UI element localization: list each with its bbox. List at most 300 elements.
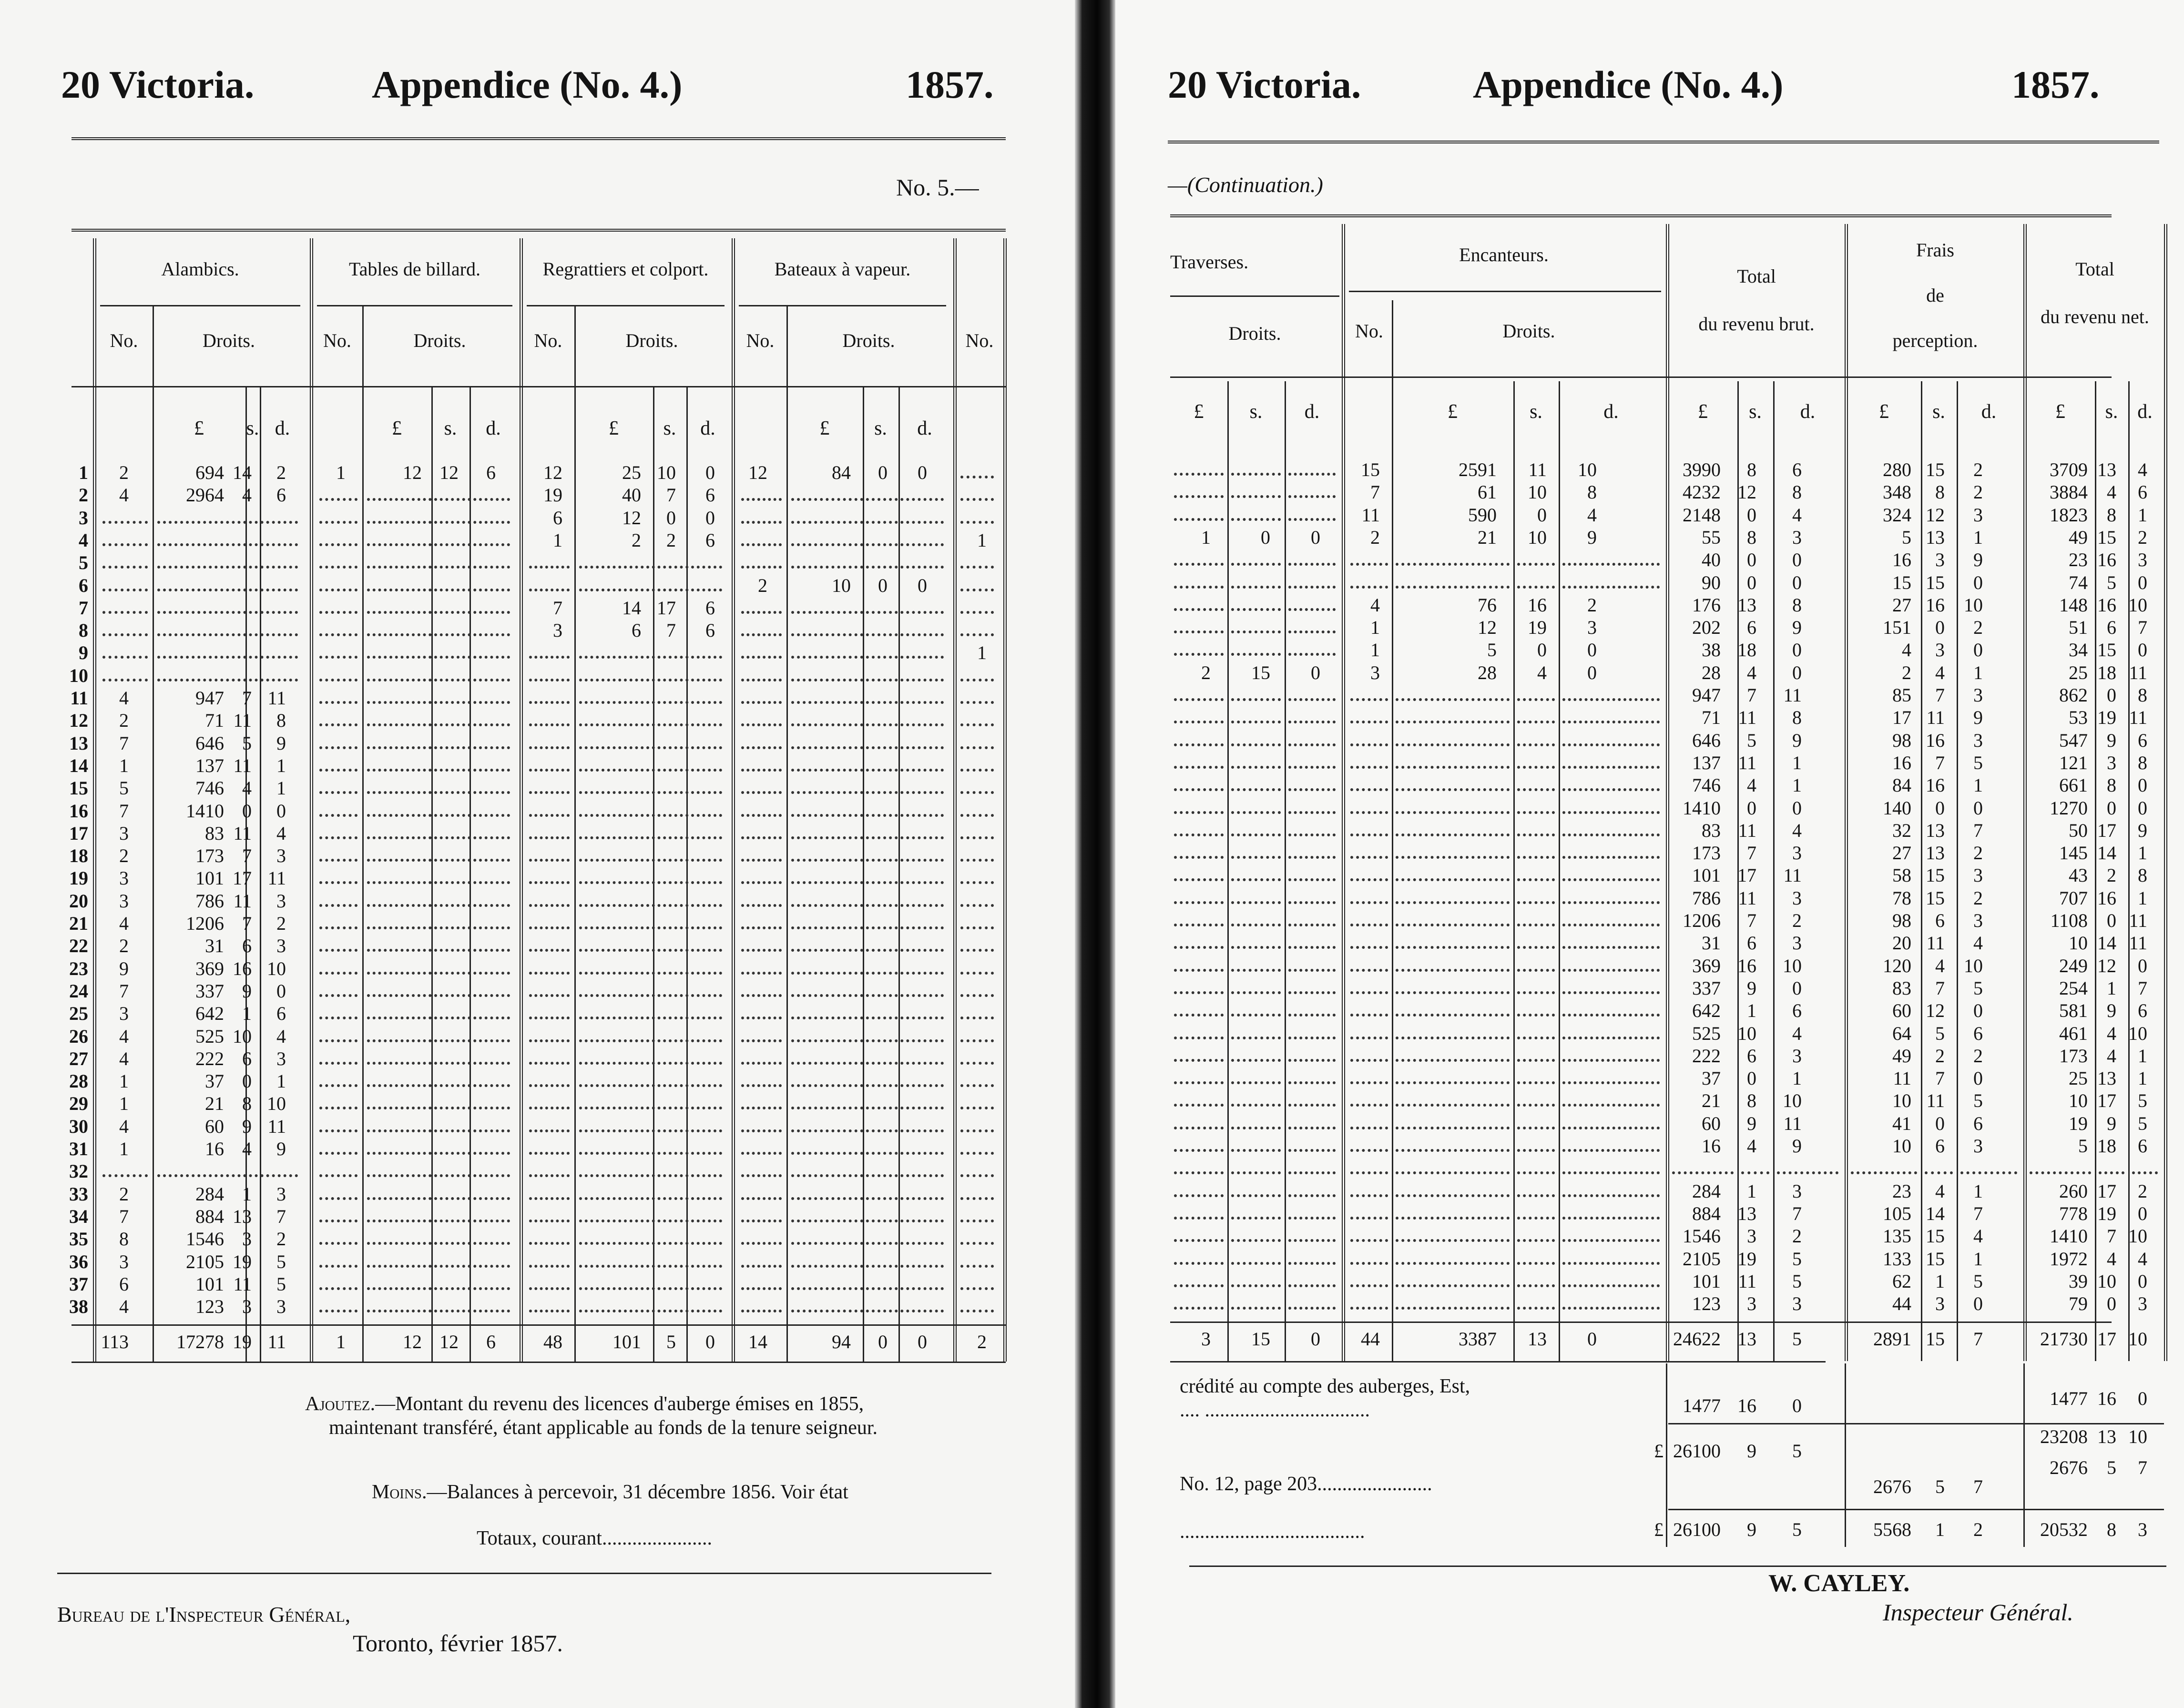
table-cell: 121 [2059, 752, 2088, 773]
dot-leader [157, 566, 298, 571]
dot-leader [1231, 969, 1281, 975]
table-cell: 6 [1935, 1135, 1945, 1157]
table-cell: 1 [119, 1070, 129, 1092]
dot-leader [319, 814, 357, 820]
dot-leader [367, 1039, 510, 1045]
dot-leader [1288, 721, 1336, 726]
dot-leader [1231, 563, 1281, 569]
table-cell: 4 [2138, 1248, 2147, 1270]
table-cell: 1 [2138, 1068, 2147, 1089]
total-cell: 0 [1311, 1328, 1320, 1350]
dot-leader [367, 791, 510, 797]
dot-leader [367, 994, 510, 1000]
dot-leader [791, 679, 944, 684]
table-cell: 85 [1892, 684, 1911, 706]
table-cell: 123 [195, 1296, 224, 1318]
dot-leader [579, 679, 722, 684]
table-cell: 0 [1587, 661, 1597, 683]
table-cell: 6 [276, 484, 286, 506]
table-cell: 0 [1537, 639, 1547, 661]
table-cell: 10 [1528, 526, 1547, 548]
table-cell: 9 [1747, 977, 1756, 999]
dot-leader [1562, 834, 1660, 839]
table-cell: 4 [2107, 1248, 2116, 1270]
table-cell: 16 [1702, 1135, 1721, 1157]
dot-leader [319, 994, 357, 1000]
row-number: 31 [69, 1138, 88, 1159]
dot-leader [1517, 1171, 1555, 1177]
dot-leader [960, 814, 994, 820]
dot-leader [102, 521, 148, 527]
table-cell: 9 [2138, 819, 2147, 841]
row-number: 25 [69, 1003, 88, 1025]
table-cell: 0 [276, 800, 286, 822]
table-cell: 1 [1973, 1180, 1983, 1202]
dot-leader [960, 972, 994, 977]
table-cell: 9 [1747, 1112, 1756, 1134]
dot-leader [791, 791, 944, 797]
dot-leader [960, 679, 994, 684]
dot-leader [1350, 1284, 1388, 1290]
dot-leader [1174, 1149, 1224, 1155]
table-cell: 5 [1973, 752, 1983, 773]
dot-leader [319, 1107, 357, 1112]
table-cell: 9 [242, 1115, 252, 1137]
dot-leader [319, 1174, 357, 1180]
dot-leader [367, 1017, 510, 1022]
table-cell: 0 [705, 462, 715, 483]
dot-leader [791, 769, 944, 774]
dot-leader [791, 746, 944, 752]
dot-leader [1288, 743, 1336, 749]
dot-leader [319, 589, 357, 594]
total-cell: 12 [439, 1331, 459, 1353]
dot-leader [1231, 834, 1281, 839]
dot-leader [529, 746, 570, 752]
frais-header-2: de [1926, 285, 1944, 306]
table-cell: 13 [2097, 1068, 2116, 1089]
table-cell: 661 [2059, 774, 2088, 796]
dot-leader [1231, 721, 1281, 726]
table-cell: 0 [1261, 526, 1270, 548]
table-cell: 0 [2138, 639, 2147, 661]
row-number: 15 [69, 777, 88, 799]
table-cell: 1823 [2050, 504, 2088, 526]
dot-leader [1396, 788, 1510, 794]
table-cell: 17 [1892, 707, 1911, 729]
total-cell: 11 [267, 1331, 286, 1353]
table-cell: 8 [1747, 1090, 1756, 1112]
dot-leader [367, 769, 510, 774]
final-frais-cell: 1 [1935, 1519, 1945, 1541]
table-cell: 21 [205, 1093, 224, 1115]
dot-leader [741, 904, 782, 910]
dot-leader [367, 949, 510, 955]
row-number: 37 [69, 1273, 88, 1295]
table-cell: 15 [1251, 661, 1270, 683]
dot-leader [102, 543, 148, 549]
dot-leader [367, 589, 510, 594]
dot-leader [1288, 1171, 1336, 1177]
left-sub-no-last: No. [965, 330, 994, 351]
row-number: 24 [69, 980, 88, 1002]
row-number: 1 [79, 462, 88, 483]
table-cell: 5 [1792, 1270, 1802, 1292]
table-cell: 13 [233, 1205, 252, 1227]
dot-leader [741, 881, 782, 887]
left-sub-droits: Droits. [413, 330, 466, 351]
table-cell: 2 [1973, 842, 1983, 864]
dot-leader [741, 1242, 782, 1248]
dot-leader [741, 1107, 782, 1112]
dot-leader [529, 1129, 570, 1135]
table-cell: 10 [1964, 955, 1983, 976]
dot-leader [579, 1197, 722, 1203]
left-page [0, 0, 1075, 1708]
dot-leader [741, 1310, 782, 1315]
no12-frais-cell: 7 [1973, 1476, 1983, 1498]
dot-leader [1562, 766, 1660, 772]
dot-leader [1350, 811, 1388, 817]
table-cell: 17 [233, 867, 252, 889]
table-cell: 10 [1892, 1135, 1911, 1157]
dot-leader [1350, 991, 1388, 997]
table-cell: 1 [1792, 774, 1802, 796]
dot-leader [1231, 991, 1281, 997]
table-cell: 140 [1883, 797, 1911, 819]
dot-leader [367, 814, 510, 820]
row-number: 30 [69, 1115, 88, 1137]
dot-leader [960, 1242, 994, 1248]
left-subheader-rule [71, 386, 1006, 387]
dot-leader [529, 656, 570, 661]
dot-leader [319, 1084, 357, 1090]
dot-leader [960, 1310, 994, 1315]
dot-leader [1231, 495, 1281, 501]
left-group-separator [1003, 238, 1007, 1362]
table-cell: 10 [1578, 459, 1597, 480]
table-cell: 10 [2069, 1090, 2088, 1112]
table-cell: 0 [878, 574, 888, 596]
table-cell: 222 [1692, 1045, 1721, 1067]
table-cell: 0 [1311, 661, 1320, 683]
dot-leader [319, 1242, 357, 1248]
total-cell: 7 [1973, 1328, 1983, 1350]
table-cell: 642 [195, 1003, 224, 1025]
dot-leader [1231, 1149, 1281, 1155]
ajoutez-text: —Montant du revenu des licences d'auberge émises en 1855, [375, 1393, 864, 1415]
table-cell: 53 [2069, 707, 2088, 729]
dot-leader [579, 701, 722, 707]
table-cell: 0 [2107, 797, 2116, 819]
left-group-header: Regrattiers et colport. [542, 258, 709, 280]
no12-frais-cell: 2676 [1873, 1476, 1911, 1498]
table-cell: 0 [918, 574, 927, 596]
moins-label: Moins. [372, 1481, 427, 1503]
dot-leader [1517, 1127, 1555, 1132]
dot-leader [960, 1152, 994, 1158]
table-cell: 884 [195, 1205, 224, 1227]
table-cell: 60 [205, 1115, 224, 1137]
table-cell: 13 [1737, 1202, 1756, 1224]
dot-leader [741, 498, 782, 504]
table-cell: 12 [2097, 955, 2116, 976]
table-cell: 5 [1487, 639, 1497, 661]
table-cell: 0 [1792, 549, 1802, 571]
row-number: 28 [69, 1070, 88, 1092]
dot-leader [1350, 1127, 1388, 1132]
table-cell: 17 [2097, 1090, 2116, 1112]
table-cell: 6 [119, 1273, 129, 1295]
dot-leader [1562, 1059, 1660, 1065]
total-cell: 5 [1792, 1328, 1802, 1350]
table-cell: 27 [1892, 842, 1911, 864]
table-cell: 3 [1973, 729, 1983, 751]
table-cell: 7 [553, 597, 562, 619]
table-cell: 10 [267, 957, 286, 979]
table-cell: 16 [2097, 887, 2116, 909]
table-cell: 11 [233, 1273, 252, 1295]
dot-leader [1231, 698, 1281, 704]
table-cell: 9 [2107, 1112, 2116, 1134]
table-cell: 17 [2097, 1180, 2116, 1202]
dot-leader [1174, 1059, 1224, 1065]
table-cell: 8 [2107, 774, 2116, 796]
table-cell: 16 [233, 957, 252, 979]
dot-leader [960, 836, 994, 842]
subtotal-net-cell: 10 [2128, 1426, 2147, 1448]
dot-leader [2132, 1171, 2158, 1177]
dot-leader [741, 836, 782, 842]
left-column-line [786, 305, 788, 1362]
dot-leader [1288, 698, 1336, 704]
dot-leader [1350, 1307, 1388, 1312]
table-cell: 11 [233, 754, 252, 776]
dot-leader [791, 723, 944, 729]
dot-leader [367, 1107, 510, 1112]
dot-leader [1288, 1127, 1336, 1132]
credit-net-cell: 0 [2138, 1388, 2147, 1410]
total-brut-header-2: du revenu brut. [1698, 313, 1815, 335]
table-cell: 778 [2059, 1202, 2088, 1224]
left-unit-penny: d. [486, 417, 501, 439]
dot-leader [1562, 1037, 1660, 1042]
table-cell: 3 [1973, 504, 1983, 526]
frais-header-3: perception. [1892, 330, 1978, 351]
dot-leader [1562, 1014, 1660, 1019]
table-cell: 101 [1692, 1270, 1721, 1292]
table-cell: 6 [1792, 459, 1802, 480]
dot-leader [1396, 946, 1510, 952]
final-net-cell: 3 [2138, 1519, 2147, 1541]
dot-leader [1562, 1239, 1660, 1245]
traverses-droits-header: Droits. [1228, 323, 1281, 344]
table-cell: 2964 [186, 484, 224, 506]
table-cell: 4232 [1683, 481, 1721, 503]
dot-leader [1350, 1217, 1388, 1222]
dot-leader [1174, 1284, 1224, 1290]
table-cell: 2 [1935, 1045, 1945, 1067]
table-cell: 862 [2059, 684, 2088, 706]
dot-leader [1174, 563, 1224, 569]
table-cell: 7 [1747, 910, 1756, 931]
total-cell: 48 [543, 1331, 562, 1353]
table-cell: 947 [195, 687, 224, 709]
table-cell: 746 [195, 777, 224, 799]
dot-leader [579, 1039, 722, 1045]
dot-leader [579, 1265, 722, 1271]
table-cell: 10 [2128, 594, 2147, 616]
table-cell: 10 [657, 462, 676, 483]
table-cell: 1 [1370, 617, 1380, 639]
table-cell: 9 [1792, 617, 1802, 639]
subtotal-net-cell: 23208 [2040, 1426, 2088, 1448]
table-cell: 4 [1747, 1135, 1756, 1157]
table-cell: 1 [1973, 661, 1983, 683]
table-cell: 3 [119, 1003, 129, 1025]
total-cell: 14 [748, 1331, 767, 1353]
table-cell: 6 [486, 462, 496, 483]
dot-leader [1396, 1127, 1510, 1132]
table-cell: 11 [233, 822, 252, 844]
dot-leader [960, 566, 994, 571]
dot-leader [157, 656, 298, 661]
table-cell: 0 [1311, 526, 1320, 548]
table-cell: 10 [2097, 1270, 2116, 1292]
table-cell: 13 [1926, 842, 1945, 864]
dot-leader [1350, 788, 1388, 794]
table-cell: 2148 [1683, 504, 1721, 526]
total-cell: 0 [705, 1331, 715, 1353]
dot-leader [791, 1017, 944, 1022]
table-cell: 8 [1792, 594, 1802, 616]
table-cell: 4 [2107, 481, 2116, 503]
dot-leader [1231, 924, 1281, 929]
table-cell: 7 [2107, 1225, 2116, 1247]
summary-rule-1 [1668, 1423, 2164, 1424]
dot-leader [529, 881, 570, 887]
table-cell: 7 [242, 687, 252, 709]
dot-leader [529, 859, 570, 864]
right-unit-shilling: s. [2105, 401, 2118, 423]
dot-leader [367, 926, 510, 932]
table-cell: 8 [119, 1228, 129, 1250]
row-number: 3 [79, 507, 88, 529]
dot-leader [102, 589, 148, 594]
table-cell: 3 [1792, 526, 1802, 548]
table-cell: 145 [2059, 842, 2088, 864]
table-cell: 3 [1370, 661, 1380, 683]
dot-leader [741, 859, 782, 864]
table-cell: 746 [1692, 774, 1721, 796]
dot-leader [1288, 946, 1336, 952]
table-cell: 0 [1587, 639, 1597, 661]
dot-leader [367, 1310, 510, 1315]
dot-leader [319, 611, 357, 617]
table-cell: 10 [1737, 1022, 1756, 1044]
table-cell: 1270 [2050, 797, 2088, 819]
table-cell: 8 [1935, 481, 1945, 503]
dot-leader [1562, 1104, 1660, 1109]
dot-leader [1396, 1217, 1510, 1222]
dot-leader [1288, 766, 1336, 772]
row-number: 12 [69, 710, 88, 732]
dot-leader [1350, 1194, 1388, 1200]
dot-leader [1231, 901, 1281, 907]
left-unit-shilling: s. [444, 417, 457, 439]
table-cell: 31 [205, 935, 224, 957]
table-cell: 4 [1370, 594, 1380, 616]
table-cell: 62 [1892, 1270, 1911, 1292]
dot-leader [1288, 1194, 1336, 1200]
table-cell: 23 [2069, 549, 2088, 571]
table-cell: 10 [1783, 955, 1802, 976]
table-cell: 18 [2097, 661, 2116, 683]
dot-leader [960, 904, 994, 910]
table-cell: 9 [1973, 549, 1983, 571]
dot-leader [367, 904, 510, 910]
left-column-line [431, 386, 433, 1362]
dot-leader [319, 972, 357, 977]
dot-leader [367, 633, 510, 639]
dot-leader [319, 498, 357, 504]
table-cell: 101 [1692, 864, 1721, 886]
left-total-rule [71, 1324, 1006, 1326]
right-unit-shilling: s. [1749, 401, 1762, 423]
dot-leader [319, 1039, 357, 1045]
table-cell: 14 [2097, 932, 2116, 954]
dot-leader [319, 723, 357, 729]
left-group-header-rule [100, 305, 300, 306]
dot-leader [367, 1220, 510, 1225]
dot-leader [1174, 924, 1224, 929]
table-cell: 0 [1973, 639, 1983, 661]
left-sub-droits: Droits. [203, 330, 255, 351]
dot-leader [741, 769, 782, 774]
table-cell: 11 [233, 710, 252, 732]
dot-leader [529, 701, 570, 707]
dot-leader [791, 701, 944, 707]
dot-leader [1288, 1262, 1336, 1268]
right-unit-pound: £ [1194, 401, 1204, 423]
dot-leader [1517, 1014, 1555, 1019]
dot-leader [579, 723, 722, 729]
dot-leader [1562, 563, 1660, 569]
table-cell: 21 [1702, 1090, 1721, 1112]
dot-leader [1960, 1171, 2017, 1177]
table-cell: 101 [195, 867, 224, 889]
left-column-line [863, 386, 864, 1362]
table-cell: 1108 [2050, 910, 2088, 931]
dot-leader [529, 1152, 570, 1158]
table-cell: 0 [1792, 661, 1802, 683]
table-cell: 2 [1792, 1225, 1802, 1247]
dot-leader [102, 633, 148, 639]
total-cell: 15 [1926, 1328, 1945, 1350]
right-group-separator [1342, 224, 1345, 1361]
table-cell: 7 [119, 800, 129, 822]
dot-leader [529, 836, 570, 842]
table-cell: 6 [1747, 932, 1756, 954]
dot-leader [791, 1107, 944, 1112]
right-column-line [1392, 300, 1393, 381]
left-sub-no: No. [746, 330, 775, 351]
dot-leader [529, 1197, 570, 1203]
table-cell: 71 [1702, 707, 1721, 729]
table-cell: 1 [119, 754, 129, 776]
dot-leader [1517, 946, 1555, 952]
table-cell: 3 [276, 1296, 286, 1318]
